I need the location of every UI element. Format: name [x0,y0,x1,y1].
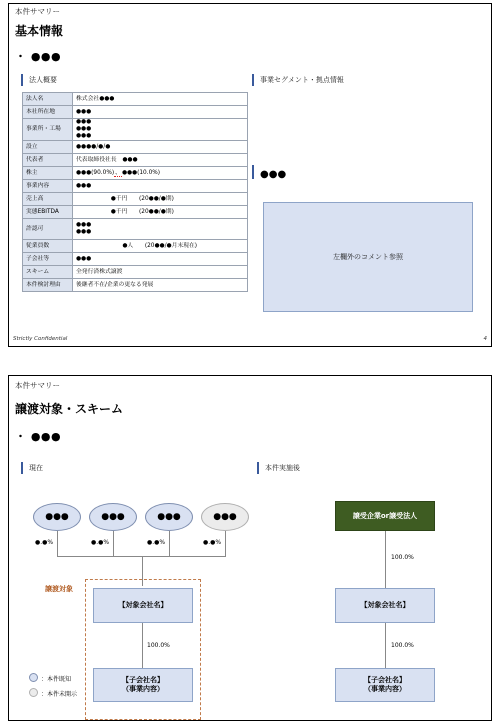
shareholder-4-pct: ●.●% [203,539,222,546]
after-heading: 本件実施後 [257,462,457,474]
row-key: 事業所・工場 [23,119,73,141]
row-value: 代表取締役社長 ●●● [73,154,248,167]
shareholder-1: ●●● [33,503,81,531]
connector [113,531,114,556]
row-key: 代表者 [23,154,73,167]
row-value: 全発行済株式譲渡 [73,266,248,279]
slide-transfer-scheme [8,375,492,721]
table-row [23,180,248,193]
shareholder-separator: 、 [115,169,121,176]
shareholder-2: ●●● [89,503,137,531]
bullet-text: ・ ●●● [15,430,62,443]
row-value [73,167,248,180]
target-company-box: 【対象会社名】 [93,588,193,623]
confidential-footer: Strictly Confidential [13,336,68,342]
table-row [23,141,248,154]
row-value: 後継者不在/企業の更なる発展 [73,279,248,292]
row-value: ●●● ●●● [73,219,248,240]
row-value: ●●● ●●● ●●● [73,119,248,141]
right-section-heading: 事業セグメント・拠点情報 [252,74,482,86]
right-bullet-text: ●●● [260,169,287,180]
row-value: ●千円 (20●●/●期) [73,206,248,219]
row-key: 子会社等 [23,253,73,266]
after-subsidiary-box [335,668,435,702]
table-row [23,93,248,106]
connector [385,623,386,668]
connector [385,531,386,588]
legend-undisclosed-text: ：本件未開示 [41,691,78,698]
shareholder-1-pct: ●.●% [35,539,54,546]
shareholder-3: ●●● [145,503,193,531]
buyer-box: 譲受企業or譲受法人 [335,501,435,531]
row-value: ●千円 (20●●/●期) [73,193,248,206]
page-number: 4 [483,336,487,342]
after-pct-top: 100.0% [391,554,414,561]
table-row [23,266,248,279]
after-target-company-box: 【対象会社名】 [335,588,435,623]
right-bullet [252,165,286,179]
current-heading: 現在 [21,462,221,474]
row-key: 本件検討理由 [23,279,73,292]
subsidiary-box [93,668,193,702]
table-row [23,279,248,292]
slide-basic-info [8,3,492,347]
table-row [23,119,248,141]
company-info-table [22,92,248,292]
row-key: スキーム [23,266,73,279]
connector [57,531,58,556]
slide-title: 基本情報 [15,24,64,38]
row-value: ●人 (20●●/●月末現在) [73,240,248,253]
shareholder-3-pct: ●.●% [147,539,166,546]
table-row [23,106,248,119]
ownership-pct: 100.0% [147,642,170,649]
subsidiary-business: （事業内容） [122,685,164,693]
shareholder-a: ●●●(90.0%) [76,169,115,176]
after-subsidiary-name: 【子会社名】 [364,676,406,684]
row-key: 株主 [23,167,73,180]
shareholder-2-pct: ●.●% [91,539,110,546]
comment-box: 左欄外のコメント参照 [263,202,473,312]
table-row [23,193,248,206]
subsidiary-name: 【子会社名】 [122,676,164,684]
slide-title: 譲渡対象・スキーム [15,402,124,416]
shareholder-b: ●●●(10.0%) [121,169,161,176]
row-key: 売上高 [23,193,73,206]
row-key: 実態EBITDA [23,206,73,219]
row-value: ●●● [73,106,248,119]
connector [142,623,143,668]
row-value: ●●● [73,253,248,266]
row-value: 株式会社●●● [73,93,248,106]
bullet-text: ・ ●●● [15,50,62,63]
row-key: 事業内容 [23,180,73,193]
row-key: 許認可 [23,219,73,240]
row-value: ●●●●/●/● [73,141,248,154]
connector [169,531,170,556]
row-key: 従業員数 [23,240,73,253]
table-row [23,240,248,253]
row-value: ●●● [73,180,248,193]
section-label: 本件サマリー [15,381,60,390]
transfer-target-label: 譲渡対象 [45,585,73,593]
connector [225,531,226,556]
row-key: 設立 [23,141,73,154]
shareholder-4: ●●● [201,503,249,531]
after-subsidiary-business: （事業内容） [364,685,406,693]
table-row [23,206,248,219]
legend-disclosed-text: ：本件既知 [41,676,72,683]
legend-undisclosed-dot [29,688,38,697]
table-row [23,253,248,266]
row-key: 法人名 [23,93,73,106]
legend-disclosed-dot [29,673,38,682]
table-row [23,154,248,167]
after-pct-bottom: 100.0% [391,642,414,649]
left-section-heading: 法人概要 [21,74,247,86]
section-label: 本件サマリー [15,7,60,16]
table-row [23,167,248,180]
table-row [23,219,248,240]
row-key: 本社所在地 [23,106,73,119]
